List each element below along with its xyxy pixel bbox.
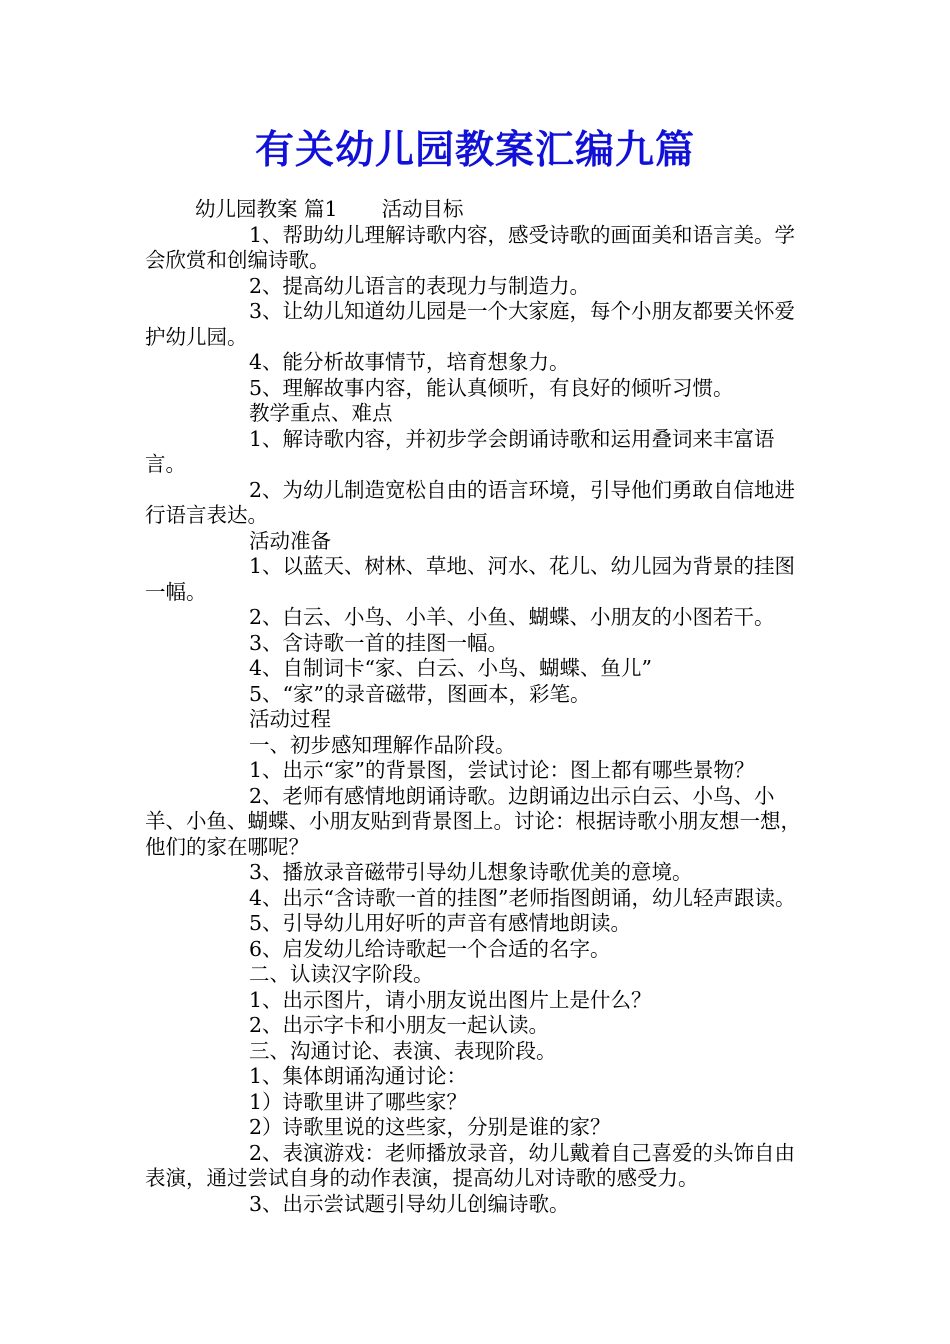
subheading: 活动过程 — [249, 707, 331, 731]
paragraph: 2）诗歌里说的这些家，分别是谁的家？ — [249, 1115, 611, 1139]
paragraph: 1、以蓝天、树林、草地、河水、花儿、幼儿园为背景的挂图一幅。 — [145, 554, 796, 604]
paragraph: 1、帮助幼儿理解诗歌内容，感受诗歌的画面美和语言美。学会欣赏和创编诗歌。 — [145, 222, 796, 272]
paragraph: 二、认读汉字阶段。 — [249, 962, 434, 986]
paragraph: 2、老师有感情地朗诵诗歌。边朗诵边出示白云、小鸟、小羊、小鱼、蝴蝶、小朋友贴到背景图上。讨论：根据诗歌小朋友想一想，他们的家在哪呢？ — [145, 783, 801, 859]
subheading: 活动目标 — [381, 197, 464, 221]
paragraph: 5、引导幼儿用好听的声音有感情地朗读。 — [249, 911, 632, 935]
paragraph: 4、能分析故事情节，培育想象力。 — [249, 350, 570, 374]
paragraph: 3、含诗歌一首的挂图一幅。 — [249, 630, 509, 655]
paragraph: 3、播放录音磁带引导幼儿想象诗歌优美的意境。 — [249, 860, 693, 884]
paragraph: 3、让幼儿知道幼儿园是一个大家庭，每个小朋友都要关怀爱护幼儿园。 — [145, 299, 796, 349]
paragraph: 一、初步感知理解作品阶段。 — [249, 732, 516, 757]
paragraph: 5、理解故事内容，能认真倾听，有良好的倾听习惯。 — [249, 375, 734, 400]
paragraph: 2、表演游戏：老师播放录音，幼儿戴着自己喜爱的头饰自由表演，通过尝试自身的动作表演，提高幼儿对诗歌的感受力。 — [145, 1140, 796, 1190]
section-heading — [145, 197, 810, 223]
paragraph: 2、白云、小鸟、小羊、小鱼、蝴蝶、小朋友的小图若干。 — [249, 605, 775, 629]
page-title: 有关幼儿园教案汇编九篇 — [254, 128, 695, 173]
subheading: 教学重点、难点 — [249, 401, 393, 425]
paragraph: 三、沟通讨论、表演、表现阶段。 — [249, 1038, 557, 1063]
paragraph: 1）诗歌里讲了哪些家？ — [249, 1089, 468, 1114]
paragraph: 1、出示“家”的背景图，尝试讨论：图上都有哪些景物？ — [249, 758, 755, 782]
paragraph: 2、提高幼儿语言的表现力与制造力。 — [249, 273, 591, 298]
paragraph: 5、“家”的录音磁带，图画本，彩笔。 — [249, 681, 591, 706]
paragraph: 6、启发幼儿给诗歌起一个合适的名字。 — [249, 936, 611, 961]
subheading: 活动准备 — [249, 528, 331, 553]
paragraph: 4、自制词卡“家、白云、小鸟、蝴蝶、鱼儿” — [249, 656, 653, 680]
paragraph: 2、为幼儿制造宽松自由的语言环境，引导他们勇敢自信地进行语言表达。 — [145, 477, 796, 527]
paragraph: 2、出示字卡和小朋友一起认读。 — [249, 1013, 550, 1037]
document-body — [145, 197, 810, 1217]
paragraph: 1、集体朗诵沟通讨论： — [249, 1064, 468, 1088]
paragraph: 1、解诗歌内容，并初步学会朗诵诗歌和运用叠词来丰富语言。 — [145, 426, 775, 476]
paragraph: 4、出示“含诗歌一首的挂图”老师指图朗诵，幼儿轻声跟读。 — [249, 885, 796, 910]
paragraph: 1、出示图片，请小朋友说出图片上是什么？ — [249, 987, 652, 1012]
section-label: 幼儿园教案 篇1 — [195, 197, 338, 221]
paragraph: 3、出示尝试题引导幼儿创编诗歌。 — [249, 1191, 570, 1216]
